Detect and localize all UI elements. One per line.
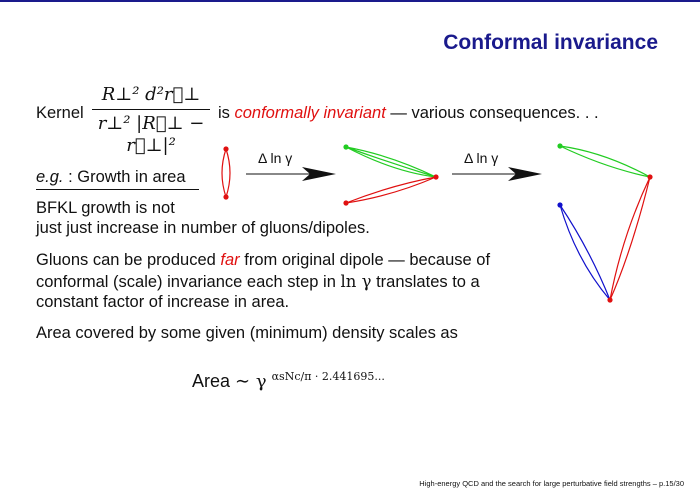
dipole-stage-1 — [222, 146, 230, 199]
area-sentence: Area covered by some given (minimum) density scales as — [36, 324, 458, 342]
area-formula-label: Area — [192, 371, 231, 391]
gluon-red-curve-inner — [610, 177, 650, 300]
dipole-stage-3 — [557, 143, 652, 302]
slide-footer: High-energy QCD and the search for large perturbative field strengths – p.15/30 — [419, 479, 684, 488]
gluons-text: conformal (scale) invariance each step in — [36, 273, 341, 291]
gluon-endpoint — [343, 200, 348, 205]
gluons-text: from original dipole — because of — [239, 251, 491, 269]
gluons-line-2 — [36, 272, 480, 292]
gluon-endpoint — [557, 143, 562, 148]
far-text: far — [220, 251, 240, 269]
gluons-line-1 — [36, 251, 490, 270]
ln-gamma: ln γ — [340, 272, 372, 291]
arrow-label-2: Δ ln γ — [464, 150, 499, 166]
gluon-endpoint — [343, 144, 348, 149]
dipole-endpoint — [223, 146, 228, 151]
gluon-green-curve — [346, 147, 436, 177]
arrow-label-1: Δ ln γ — [258, 150, 293, 166]
eg-text: : Growth in area — [63, 168, 186, 186]
bfkl-line-2: just just increase in number of gluons/dipoles. — [36, 219, 370, 237]
area-exponent: αsNc/π · 2.441695... — [271, 370, 385, 383]
gluon-blue-curve-inner — [560, 205, 610, 300]
dipole-red-curve — [222, 149, 230, 197]
gluon-endpoint — [607, 297, 612, 302]
consequences-text: — various consequences. . . — [385, 104, 599, 122]
gluons-line-3: constant factor of increase in area. — [36, 293, 290, 311]
gluon-red-curve-lower — [346, 177, 436, 203]
arrow-2 — [452, 167, 542, 181]
gluons-text: Gluons can be produced — [36, 251, 221, 269]
gluons-text: translates to a — [371, 273, 480, 291]
slide-title: Conformal invariance — [443, 31, 658, 54]
conformally-invariant-text: conformally invariant — [234, 104, 386, 122]
kernel-numerator: R⊥² d²r⃗⊥ — [101, 84, 201, 105]
gluon-green-curve — [560, 146, 650, 177]
gluon-endpoint — [433, 174, 438, 179]
area-formula — [192, 370, 385, 392]
kernel-denominator: r⊥² |R⃗⊥ − r⃗⊥|² — [97, 113, 205, 156]
gluon-red-curve — [346, 177, 436, 203]
gluon-endpoint — [557, 202, 562, 207]
dipole-stage-2 — [343, 144, 438, 205]
gluon-green-curve-lower — [560, 146, 650, 177]
dipole-endpoint — [223, 194, 228, 199]
area-formula-sim: ∼ γ — [235, 371, 267, 392]
arrow-1 — [246, 167, 336, 181]
eg-prefix: e.g. — [36, 168, 64, 186]
bfkl-line-1: BFKL growth is not — [36, 199, 175, 217]
is-text: is — [218, 104, 235, 122]
gluon-red-curve — [610, 177, 650, 300]
gluon-blue-curve — [560, 205, 610, 300]
kernel-label: Kernel — [36, 104, 84, 122]
gluon-endpoint — [647, 174, 652, 179]
